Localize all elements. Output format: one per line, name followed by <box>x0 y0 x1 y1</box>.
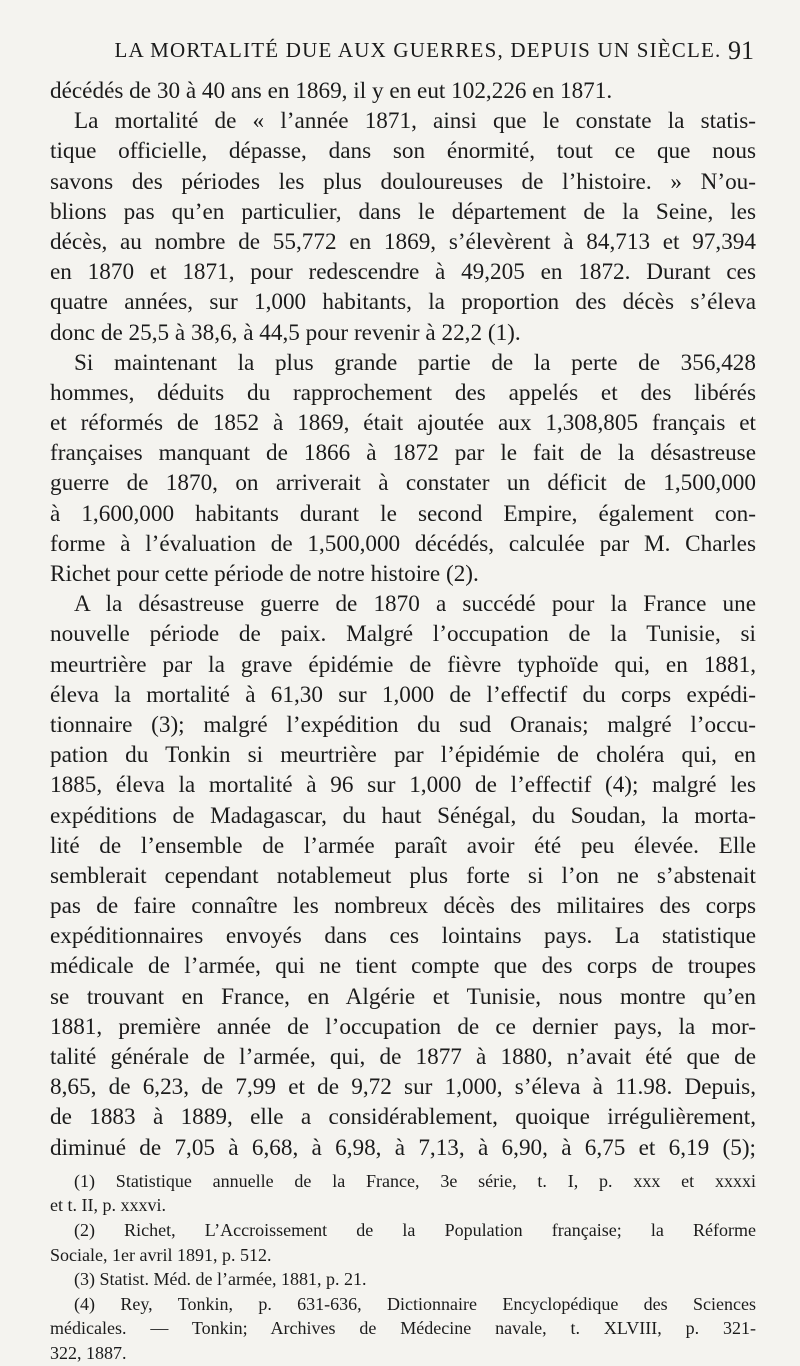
body-line: se trouvant en France, en Algérie et Tunisie, nous montre qu’en <box>50 983 756 1010</box>
running-header <box>50 36 756 76</box>
body-line: décédés de 30 à 40 ans en 1869, il y en eut 102,226 en 1871. <box>50 78 613 104</box>
footnote-line: (4) Rey, Tonkin, p. 631-636, Dictionnaire Encyclopédique des Sciences <box>74 1293 756 1314</box>
body-line: quatre années, sur 1,000 habitants, la proportion des décès s’éleva <box>50 289 756 316</box>
body-line: pation du Tonkin si meurtrière par l’épidémie de choléra qui, en <box>50 742 756 769</box>
body-line: 8,65, de 6,23, de 7,99 et de 9,72 sur 1,000, s’éleva à 11.98. Depuis, <box>50 1074 756 1101</box>
body-line: Si maintenant la plus grande partie de la perte de 356,428 <box>74 349 756 376</box>
footnotes <box>50 1169 756 1366</box>
body-line: expéditionnaires envoyés dans ces lointains pays. La statistique <box>50 923 756 950</box>
body-line: semblerait cependant notablemeut plus forte si l’on ne s’abstenait <box>50 862 756 889</box>
body-line: diminué de 7,05 à 6,68, à 6,98, à 7,13, à 6,90, à 6,75 et 6,19 (5); <box>50 1134 756 1161</box>
body-line: La mortalité de « l’année 1871, ainsi que le constate la statis- <box>74 108 756 135</box>
body-line: nouvelle période de paix. Malgré l’occupation de la Tunisie, si <box>50 621 756 648</box>
page-number: 91 <box>728 36 754 65</box>
footnote-line: et t. II, p. xxxvi. <box>50 1195 166 1216</box>
body-line: en 1870 et 1871, pour redescendre à 49,205 en 1872. Durant ces <box>50 259 756 286</box>
body-text <box>50 76 756 1163</box>
body-line: A la désastreuse guerre de 1870 a succédé pour la France une <box>74 591 756 618</box>
body-line: savons des périodes les plus douloureuses de l’histoire. » N’ou- <box>50 168 756 195</box>
body-line: de 1883 à 1889, elle a considérablement, quoique irrégulièrement, <box>50 1104 756 1131</box>
body-line: donc de 25,5 à 38,6, à 44,5 pour revenir à 22,2 (1). <box>50 319 521 346</box>
footnote-line: 322, 1887. <box>50 1342 127 1363</box>
footnote-line: Sociale, 1er avril 1891, p. 512. <box>50 1244 272 1265</box>
body-line: éleva la mortalité à 61,30 sur 1,000 de l’effectif du corps expédi- <box>50 681 756 708</box>
body-line: 1881, première année de l’occupation de ce dernier pays, la mor- <box>50 1013 756 1040</box>
footnote-line: (3) Statist. Méd. de l’armée, 1881, p. 21. <box>74 1269 367 1290</box>
body-line: 1885, éleva la mortalité à 96 sur 1,000 de l’effectif (4); malgré les <box>50 772 756 799</box>
body-line: pas de faire connaître les nombreux décès des militaires des corps <box>50 893 756 920</box>
body-line: blions pas qu’en particulier, dans le département de la Seine, les <box>50 198 756 225</box>
body-line: tionnaire (3); malgré l’expédition du sud Oranais; malgré l’occu- <box>50 711 756 738</box>
running-title: LA MORTALITÉ DUE AUX GUERRES, DEPUIS UN SIÈCLE. <box>114 38 722 62</box>
body-line: expéditions de Madagascar, du haut Sénégal, du Soudan, la morta- <box>50 802 756 829</box>
body-line: talité générale de l’armée, qui, de 1877 à 1880, n’avait été que de <box>50 1044 756 1070</box>
footnote-line: (2) Richet, L’Accroissement de la Population française; la Réforme <box>74 1219 756 1240</box>
footnote-line: médicales. — Tonkin; Archives de Médecine navale, t. XLVIII, p. 321- <box>50 1318 756 1339</box>
body-line: meurtrière par la grave épidémie de fièvre typhoïde qui, en 1881, <box>50 651 756 678</box>
body-line: à 1,600,000 habitants durant le second Empire, également con- <box>50 500 756 527</box>
footnote-line: (1) Statistique annuelle de la France, 3e série, t. I, p. xxx et xxxxi <box>74 1170 756 1191</box>
body-line: Richet pour cette période de notre histoire (2). <box>50 561 479 587</box>
body-line: et réformés de 1852 à 1869, était ajoutée aux 1,308,805 français et <box>50 410 756 437</box>
body-line: lité de l’ensemble de l’armée paraît avoir été peu élevée. Elle <box>50 832 756 859</box>
body-line: hommes, déduits du rapprochement des appelés et des libérés <box>50 379 756 406</box>
body-line: françaises manquant de 1866 à 1872 par le fait de la désastreuse <box>50 440 756 467</box>
body-line: forme à l’évaluation de 1,500,000 décédés, calculée par M. Charles <box>50 530 756 557</box>
body-line: guerre de 1870, on arriverait à constater un déficit de 1,500,000 <box>50 470 756 497</box>
body-line: médicale de l’armée, qui ne tient compte que des corps de troupes <box>50 953 756 980</box>
body-line: décès, au nombre de 55,772 en 1869, s’élevèrent à 84,713 et 97,394 <box>50 228 756 255</box>
body-line: tique officielle, dépasse, dans son énormité, tout ce que nous <box>50 138 756 165</box>
